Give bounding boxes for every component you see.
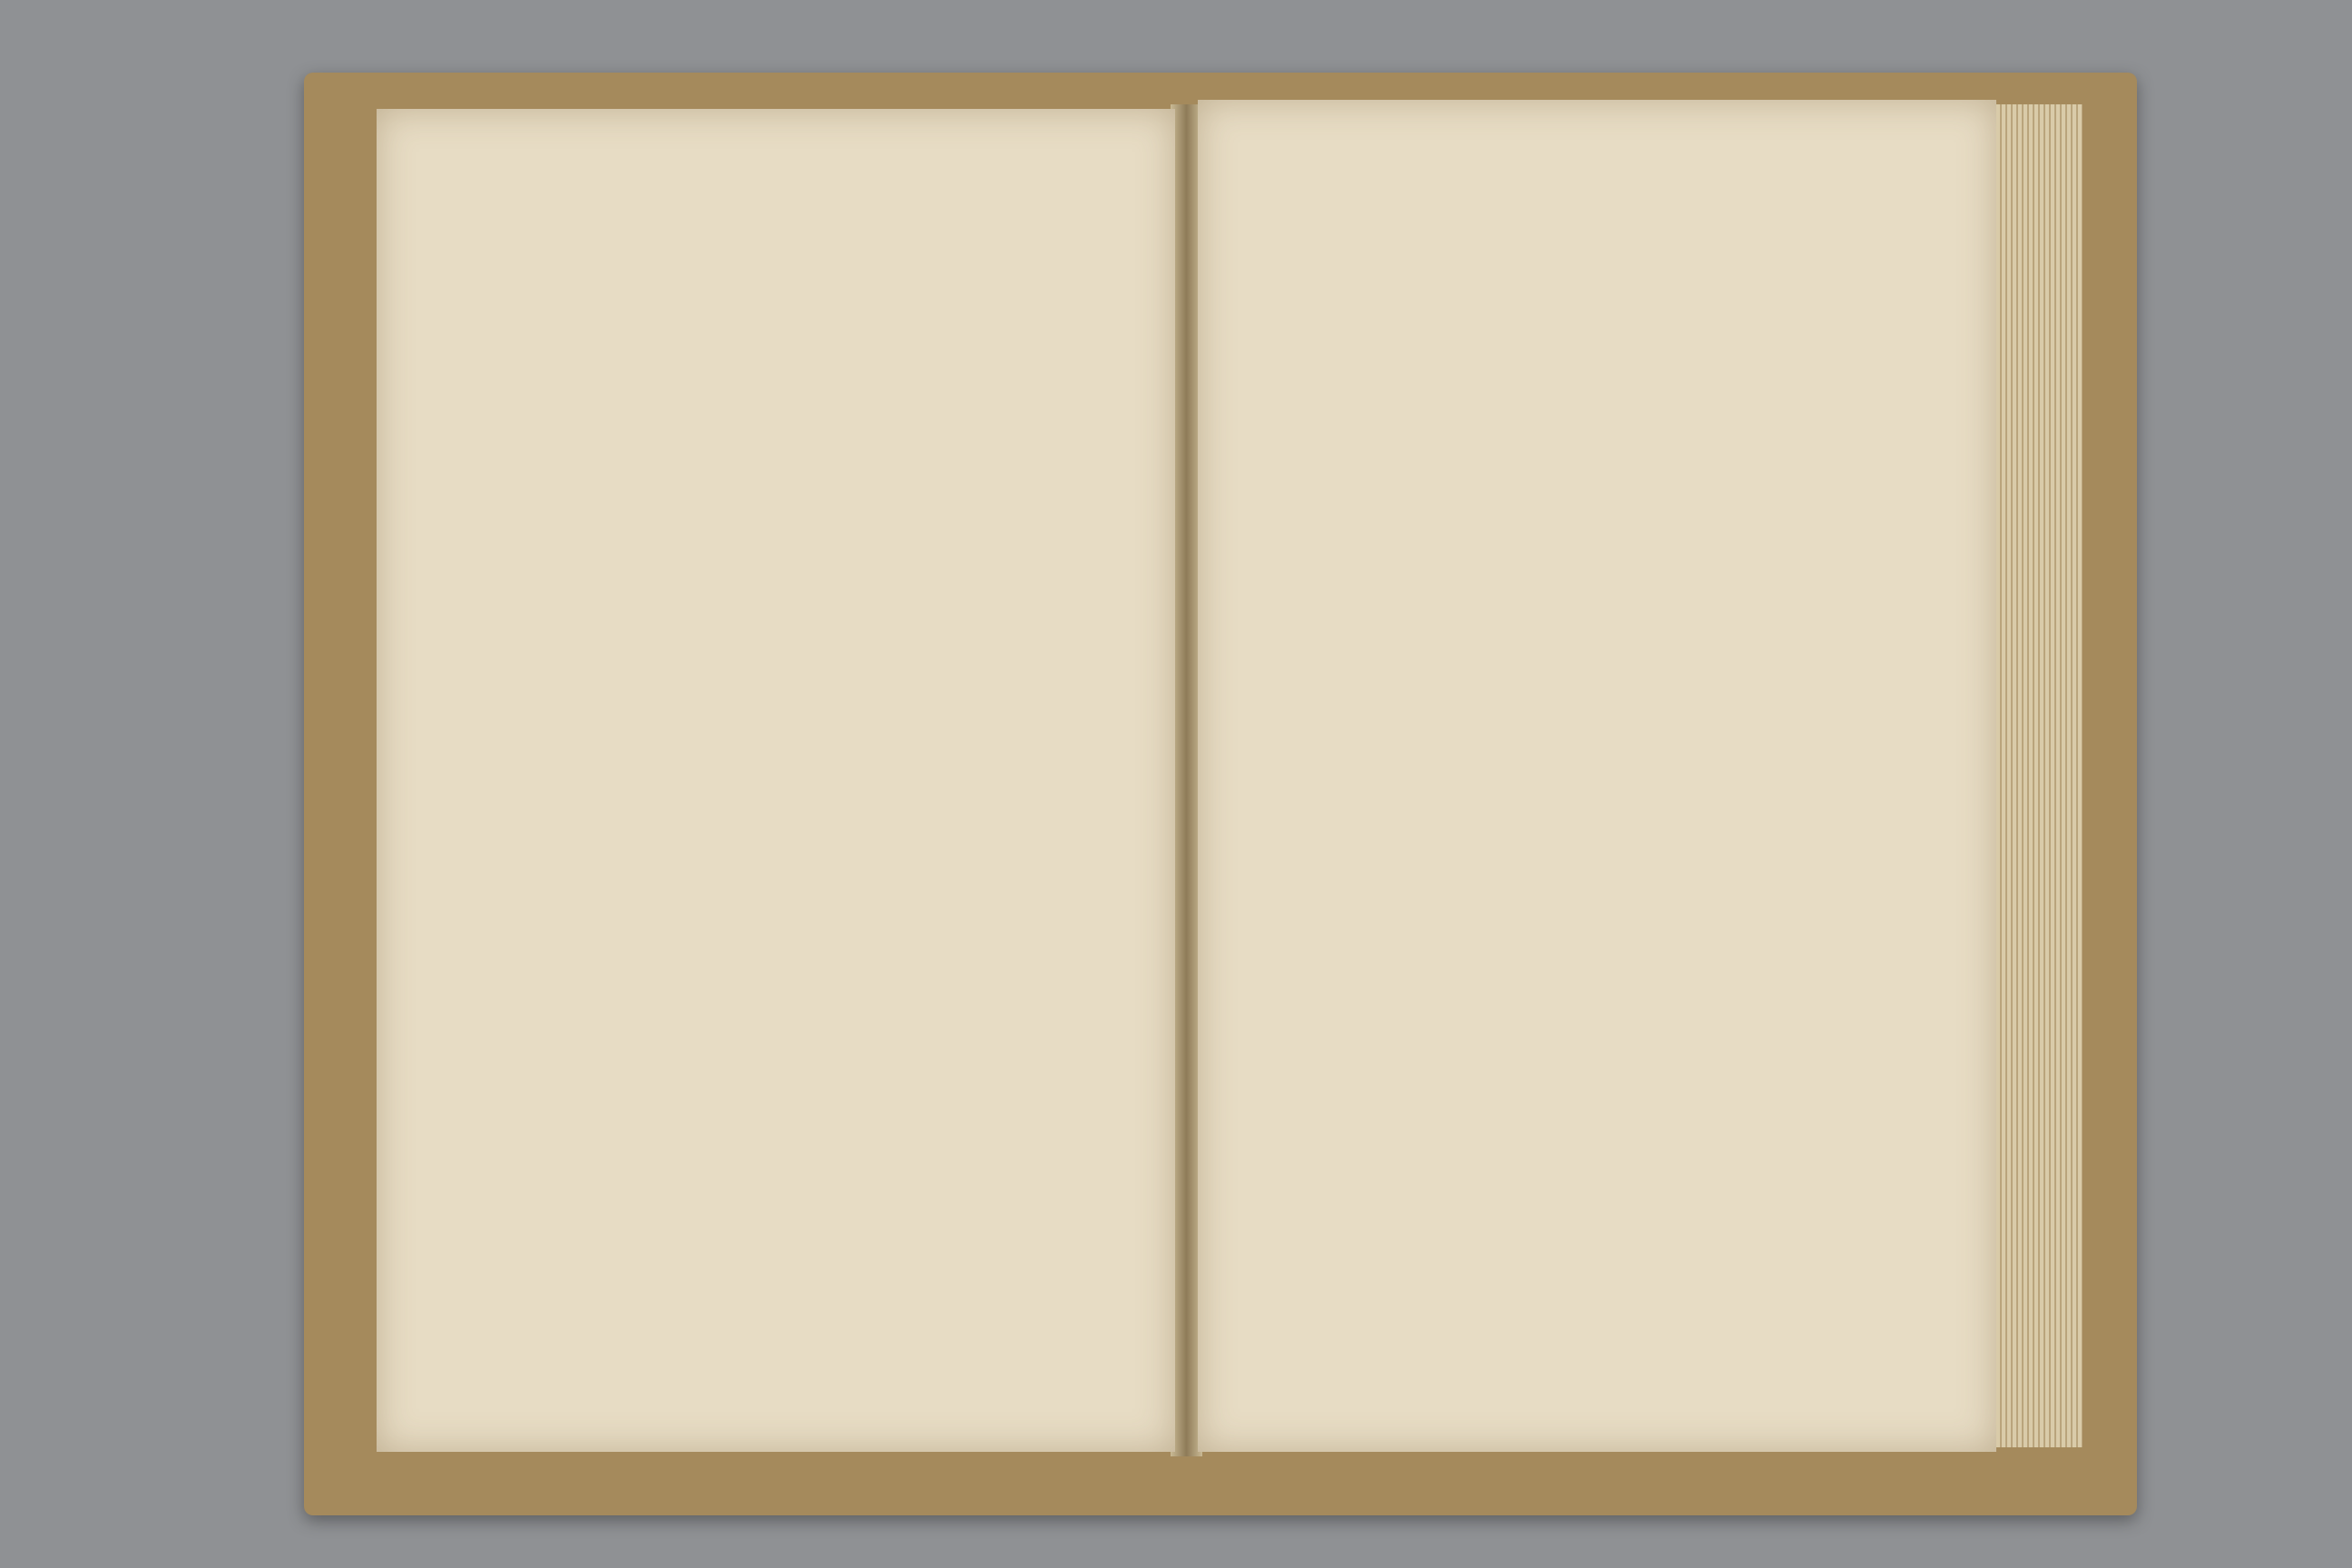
text-column bbox=[1374, 259, 1423, 1320]
book-spread bbox=[304, 68, 2151, 1520]
right-page bbox=[1198, 100, 1996, 1452]
text-column bbox=[830, 268, 879, 1329]
page-stack-edge bbox=[1996, 104, 2082, 1447]
text-column bbox=[563, 268, 612, 1329]
text-column bbox=[1267, 259, 1316, 1320]
text-column bbox=[670, 268, 719, 1329]
text-column bbox=[723, 268, 772, 1329]
left-page bbox=[377, 109, 1175, 1452]
text-column bbox=[1642, 259, 1690, 1320]
text-column bbox=[937, 268, 986, 1329]
text-column bbox=[1427, 259, 1476, 1320]
column-area bbox=[1270, 259, 1851, 1320]
text-column bbox=[991, 268, 1040, 1329]
text-column bbox=[616, 268, 665, 1329]
text-column bbox=[884, 268, 933, 1329]
text-column bbox=[1044, 268, 1093, 1329]
text-column bbox=[1749, 259, 1798, 1320]
text-column bbox=[509, 268, 558, 1329]
text-column bbox=[1802, 259, 1851, 1320]
text-column bbox=[1695, 259, 1744, 1320]
text-column bbox=[1588, 259, 1637, 1320]
text-column bbox=[1481, 259, 1530, 1320]
text-column bbox=[777, 268, 826, 1329]
column-area bbox=[513, 268, 1093, 1329]
text-column bbox=[1534, 259, 1583, 1320]
text-column bbox=[1320, 259, 1369, 1320]
